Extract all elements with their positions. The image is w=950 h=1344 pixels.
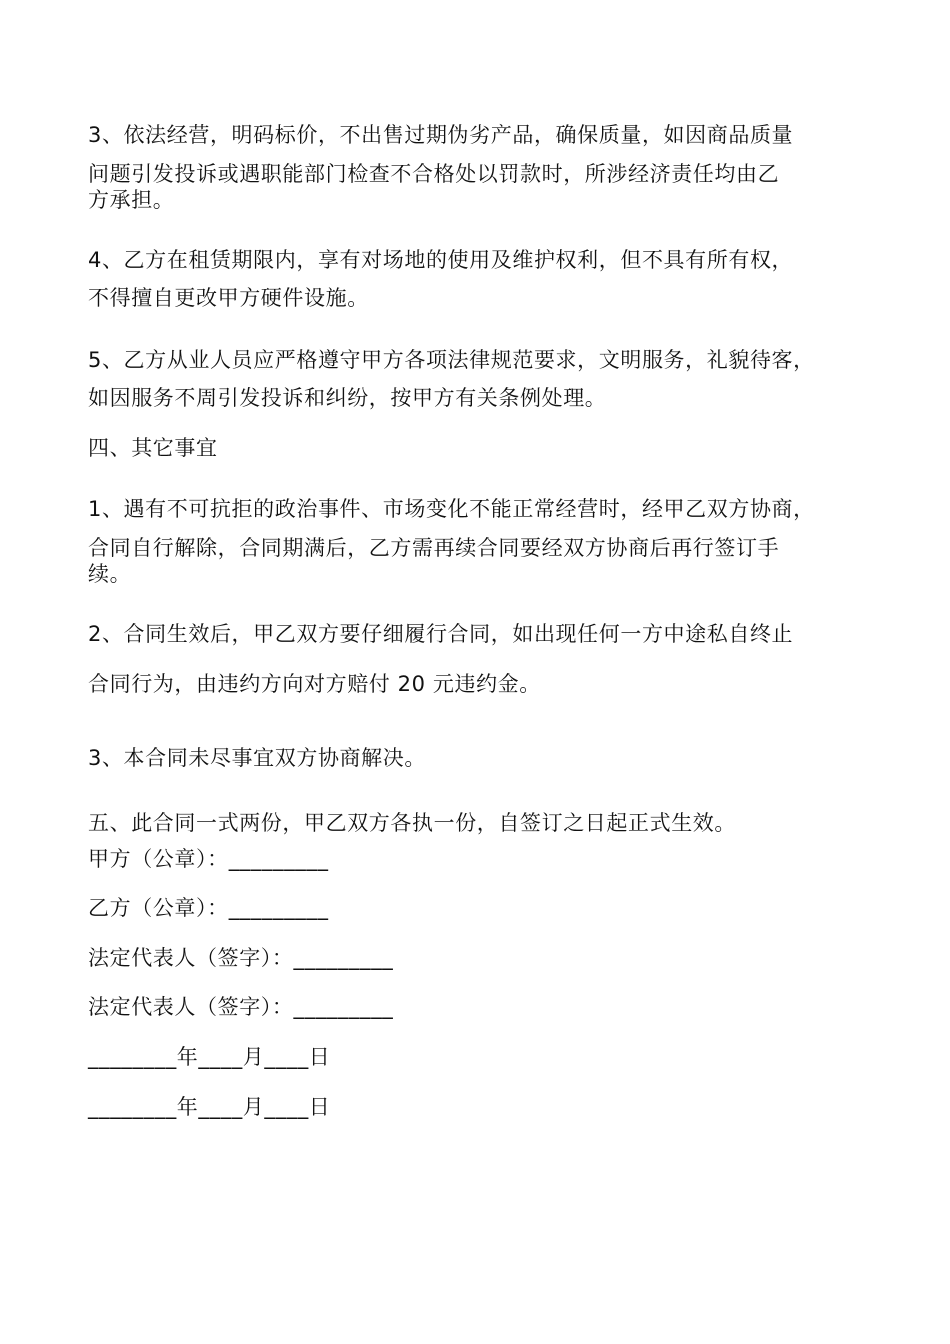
signature-field-text: 法定代表人（签字）：_________ bbox=[88, 995, 394, 1019]
date-field-text: ________年____月____日 bbox=[88, 1045, 331, 1069]
text-line: 问题引发投诉或遇职能部门检查不合格处以罚款时，所涉经济责任均由乙 bbox=[88, 162, 780, 186]
text-line: 五、此合同一式两份，甲乙双方各执一份，自签订之日起正式生效。 bbox=[88, 811, 736, 835]
party-b-seal-line bbox=[88, 896, 878, 920]
clause-5-paragraph bbox=[88, 348, 878, 410]
text-line: 如因服务不周引发投诉和纠纷，按甲方有关条例处理。 bbox=[88, 386, 607, 410]
section-4-clause-3 bbox=[88, 746, 878, 770]
text-line: 合同行为，由违约方向对方赔付 20 元违约金。 bbox=[88, 672, 541, 696]
legal-rep-b-signature-line bbox=[88, 995, 878, 1019]
text-line: 方承担。 bbox=[88, 188, 175, 212]
party-a-seal-line bbox=[88, 847, 878, 871]
text-line: 2、合同生效后，甲乙双方要仔细履行合同，如出现任何一方中途私自终止 bbox=[88, 622, 794, 646]
text-line: 1、遇有不可抗拒的政治事件、市场变化不能正常经营时，经甲乙双方协商， bbox=[88, 497, 815, 521]
text-line: 续。 bbox=[88, 562, 132, 586]
text-line: 不得擅自更改甲方硬件设施。 bbox=[88, 286, 369, 310]
heading-text: 四、其它事宜 bbox=[88, 436, 218, 460]
clause-3-paragraph bbox=[88, 123, 878, 212]
text-line: 5、乙方从业人员应严格遵守甲方各项法律规范要求，文明服务，礼貌待客， bbox=[88, 348, 815, 372]
legal-rep-a-signature-line bbox=[88, 946, 878, 970]
text-line: 3、本合同未尽事宜双方协商解决。 bbox=[88, 746, 426, 770]
signature-field-text: 法定代表人（签字）：_________ bbox=[88, 946, 394, 970]
date-line-a bbox=[88, 1045, 878, 1069]
section-5-paragraph bbox=[88, 811, 878, 835]
signature-field-text: 甲方（公章）：_________ bbox=[88, 847, 329, 871]
date-line-b bbox=[88, 1095, 878, 1119]
date-field-text: ________年____月____日 bbox=[88, 1095, 331, 1119]
section-4-clause-1 bbox=[88, 497, 878, 586]
text-line: 4、乙方在租赁期限内，享有对场地的使用及维护权利，但不具有所有权， bbox=[88, 248, 794, 272]
signature-field-text: 乙方（公章）：_________ bbox=[88, 896, 329, 920]
text-line: 3、依法经营，明码标价，不出售过期伪劣产品，确保质量，如因商品质量 bbox=[88, 123, 794, 147]
text-line: 合同自行解除，合同期满后，乙方需再续合同要经双方协商后再行签订手 bbox=[88, 536, 780, 560]
clause-4-paragraph bbox=[88, 248, 878, 310]
section-4-clause-2 bbox=[88, 622, 878, 696]
section-4-heading bbox=[88, 436, 878, 460]
